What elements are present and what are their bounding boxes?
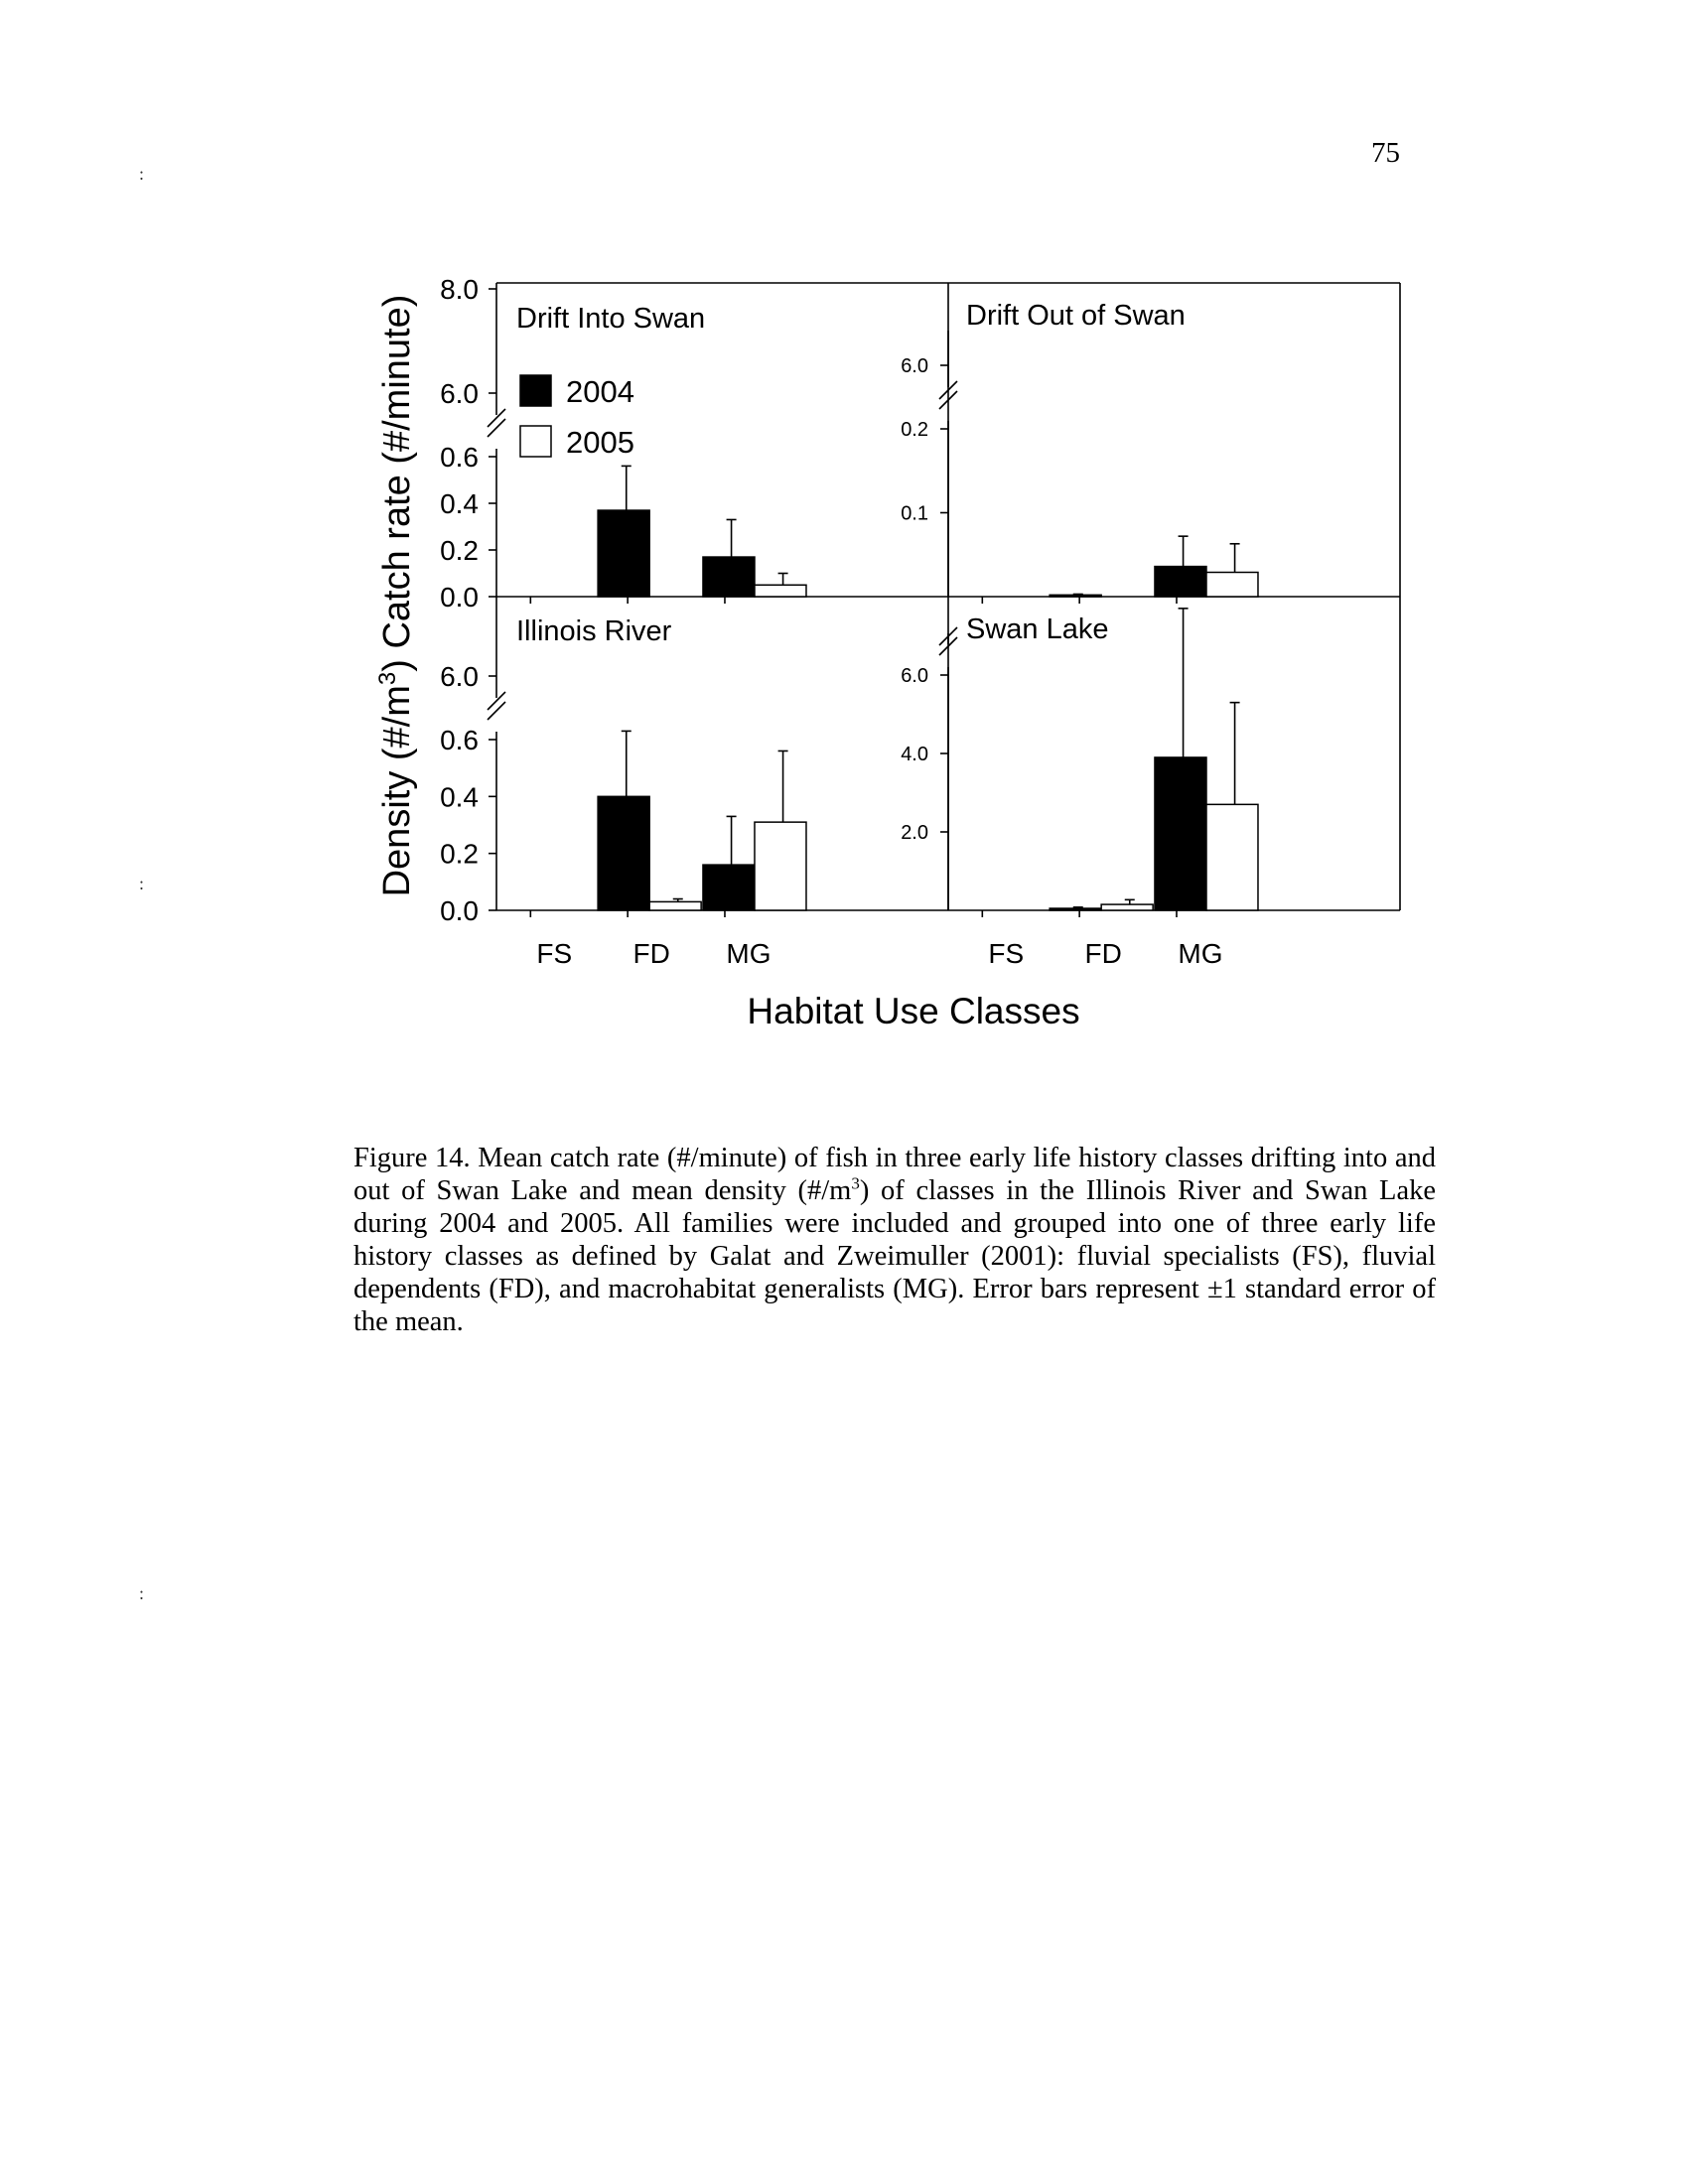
bar-2005-FD xyxy=(1101,904,1153,910)
y-tick-label-upper: 6.0 xyxy=(440,378,479,410)
y-tick-label: 0.2 xyxy=(440,838,479,870)
x-tick-label: FS xyxy=(988,938,1025,969)
y-axis-title-part: Density (#/m xyxy=(376,685,418,897)
bar-2004-FD xyxy=(1050,595,1101,597)
panel-title: Drift Out of Swan xyxy=(966,300,1186,332)
y-tick-label: 0.4 xyxy=(440,781,479,813)
page-number: 75 xyxy=(1371,137,1400,169)
x-axis-title: Habitat Use Classes xyxy=(747,991,1080,1031)
bar-2005-MG xyxy=(755,822,806,910)
bar-2004-FD xyxy=(598,796,649,910)
x-tick-label: FD xyxy=(1084,938,1122,969)
bar-2005-MG xyxy=(1206,572,1258,597)
legend-label-2005: 2005 xyxy=(566,425,634,460)
y-tick-label: 2.0 xyxy=(901,822,928,845)
y-tick-label: 0.2 xyxy=(440,535,479,567)
margin-mark: : xyxy=(139,874,145,893)
y-tick-label-upper: 6.0 xyxy=(440,661,479,693)
y-tick-label: 0.0 xyxy=(440,895,479,927)
legend xyxy=(520,374,634,460)
y-tick-label: 0.1 xyxy=(901,502,928,525)
y-axis-title-rest: ) Catch rate (#/minute) xyxy=(376,294,418,672)
x-tick-label: FS xyxy=(536,938,573,969)
bar-2005-MG xyxy=(755,585,806,597)
bar-2004-FD xyxy=(598,510,649,597)
bar-2005-FD xyxy=(649,901,701,910)
y-tick-label-upper: 6.0 xyxy=(901,355,928,378)
y-tick-label: 0.0 xyxy=(440,582,479,614)
legend-swatch-2005 xyxy=(520,426,551,457)
y-tick-label-upper: 8.0 xyxy=(440,274,479,306)
caption-sup: 3 xyxy=(851,1173,860,1193)
y-axis-title-sup: 3 xyxy=(374,671,401,686)
legend-swatch-2004 xyxy=(520,375,551,406)
figure-caption xyxy=(353,1142,1436,1338)
x-tick-label: FD xyxy=(632,938,670,969)
y-axis-title xyxy=(374,295,418,897)
caption-text-rest: ) of classes in the Illinois River and Swan Lake during 2004 and 2005. All families were included and grouped into one of three early life history classes as defined by Galat and Zweimuller (2001): fluvial specialists (FS), fluvial dependents (FD), and macrohabitat generalists (MG). Error bars represent ±1 standard error of the mean. xyxy=(353,1175,1436,1337)
axis-break-mark xyxy=(488,702,505,720)
panel-title: Swan Lake xyxy=(966,614,1109,645)
y-tick-label: 4.0 xyxy=(901,744,928,766)
axis-break-mark xyxy=(488,419,505,437)
margin-mark: : xyxy=(139,164,145,184)
bar-2004-MG xyxy=(703,865,755,910)
y-tick-label: 0.6 xyxy=(440,725,479,756)
margin-mark: : xyxy=(139,1583,145,1603)
x-tick-label: MG xyxy=(726,938,772,969)
bar-2004-MG xyxy=(1155,757,1206,910)
bar-2004-MG xyxy=(703,557,755,597)
bar-2004-MG xyxy=(1155,567,1206,597)
legend-label-2004: 2004 xyxy=(566,374,634,409)
panel-title: Drift Into Swan xyxy=(516,303,706,335)
y-tick-label: 0.6 xyxy=(440,442,479,474)
panel-title: Illinois River xyxy=(516,615,672,647)
y-tick-label: 0.4 xyxy=(440,488,479,520)
caption-text: Figure 14. Mean catch rate (#/minute) of fish in three early life history classes drifting into and out of Swan Lake and mean density (#/m xyxy=(353,1143,1436,1206)
x-tick-label: MG xyxy=(1178,938,1223,969)
bar-2004-FD xyxy=(1050,908,1101,910)
y-tick-label: 6.0 xyxy=(901,665,928,688)
y-tick-label: 0.2 xyxy=(901,419,928,442)
bar-2005-MG xyxy=(1206,804,1258,910)
